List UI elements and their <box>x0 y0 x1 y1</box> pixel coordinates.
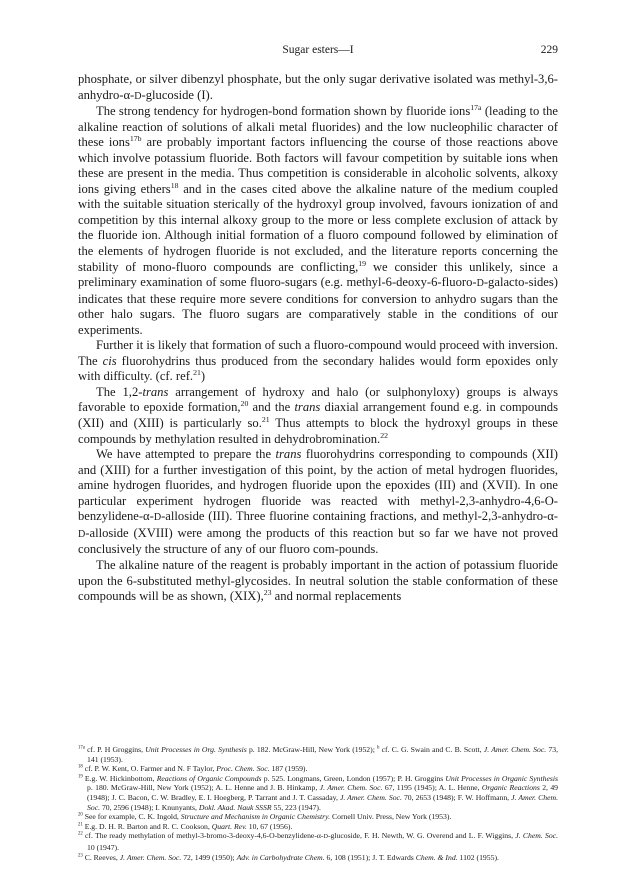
text: -alloside (III). Three fluorine containing fractions, and methyl-2,3-anhydro-α- <box>161 509 558 524</box>
italic-term: trans <box>275 447 302 462</box>
footnote-17 <box>78 745 558 764</box>
text: p. 182. McGraw-Hill, New York (1952); <box>246 745 378 754</box>
text: diaxial arrangement found e.g. in compounds (XII) and (XIII) is particularly so. <box>78 400 559 431</box>
text: p. 180. McGraw-Hill, New York (1952); A. L. Henne and J. B. Hinkamp, <box>87 783 320 793</box>
small-caps-d: D <box>78 528 86 540</box>
text: -glucoside, F. H. Newth, W. G. Overend and L. F. Wiggins, <box>327 831 516 841</box>
italic-term: cis <box>102 353 117 368</box>
text: fluorohydrins corresponding to compounds (XII) and (XIII) for a further investigation of this point, by the action of metal hydrogen fluorides, amine hydrogen fluorides, and hydrogen fluoride upon the epoxides (III) and (XVII). In one particular experiment hydrogen fluoride was reacted with methyl-2,3-anhydro-4,6-O-benzylidene-α- <box>78 447 558 524</box>
footnote-ref: 20 <box>240 399 249 409</box>
footnote-mark: 18 <box>78 764 83 770</box>
text: -alloside (XVIII) were among the products of this reaction but so far we have not proved conclusively the structure of any of our fluoro com-pounds. <box>78 525 558 557</box>
footnote-mark: 21 <box>78 822 83 828</box>
footnote-ref: 23 <box>263 587 272 597</box>
footnote-ref: 21 <box>193 368 201 378</box>
footnote-ref: 22 <box>380 430 388 440</box>
text: 187 (1959). <box>269 764 308 774</box>
citation-title: Quart. Rev. <box>211 821 247 831</box>
body-text <box>78 72 558 605</box>
citation-title: Chem. & Ind. <box>415 852 458 862</box>
text: (leading to the alkaline reaction of solutions of alkali metal fluorides) and the low nucleophilic character of these ions <box>78 104 558 150</box>
page-number: 229 <box>540 44 558 56</box>
text: we consider this unlikely, since a preliminary examination of some fluoro-sugars (e.g. methyl-6-deoxy-6-fluoro- <box>78 259 558 290</box>
running-title: Sugar esters—I <box>282 44 354 56</box>
text: and normal replacements <box>271 589 402 604</box>
text: 10, 67 (1956). <box>246 821 293 831</box>
text: 73, 141 (1953). <box>87 745 559 764</box>
footnote-22 <box>78 831 558 852</box>
footnote-19 <box>78 774 558 812</box>
text: and in the cases cited above the alkaline nature of the medium coupled with the suitable situation sterically of the hydroxyl group involved, favours ionization of and competition by this internal alkoxy group to the more or less complete exclusion of attack by the fluoride ion. Although initial formation of a fluoro compound followed by elimination of the elements of hydrogen fluoride is not excluded, and the literature reports concerning the stability of mono-fluoro compounds are conflicting, <box>78 181 559 274</box>
citation-title: J. Amer. Chem. Soc. <box>319 783 383 793</box>
text: 2, 49 (1948); J. C. Bacon, C. W. Bradley, E. I. Hoegberg, P. Tarrant and J. T. Cassaday, <box>87 783 559 802</box>
footnote-mark: 20 <box>78 812 83 818</box>
text: phosphate, or silver dibenzyl phosphate, but the only sugar derivative isolated was methyl-3,6-anhydro-α- <box>78 72 558 102</box>
text: cf. P. H Groggins, <box>84 745 146 754</box>
text: 55, 223 (1947). <box>271 802 321 812</box>
text: p. 525. Longmans, Green, London (1957); P. H. Groggins <box>261 773 446 783</box>
footnote-ref: 17b <box>129 134 142 143</box>
text: fluorohydrins thus produced from the secondary halides would form epoxides only with difficulty. (cf. ref. <box>78 353 558 384</box>
citation-title: Unit Processes in Organic Synthesis <box>445 773 558 783</box>
text: The strong tendency for hydrogen-bond formation shown by fluoride ions <box>96 104 471 119</box>
text: The 1,2- <box>96 384 143 399</box>
text: The alkaline nature of the reagent is probably important in the action of potassium fluoride upon the 6-substituted methyl-glycosides. In neutral solution the stable conformation of these compounds will be as shown, (XIX), <box>78 557 558 604</box>
text: ) <box>200 369 206 384</box>
paragraph-4 <box>78 385 558 447</box>
paragraph-6 <box>78 558 558 605</box>
citation-title: Organic Reactions <box>481 783 540 793</box>
text: 1102 (1955). <box>457 852 499 862</box>
citation-title: J. Amer. Chem. Soc. <box>483 745 547 754</box>
text: -glucoside (I). <box>141 87 213 102</box>
citation-title: J. Amer. Chem. Soc. <box>87 792 559 812</box>
text: See for example, C. K. Ingold, <box>82 812 181 822</box>
footnote-ref: 19 <box>358 258 367 268</box>
footnote-mark: b <box>377 745 380 751</box>
text: 67, 1195 (1945); A. L. Henne, <box>382 783 482 793</box>
text: 6, 108 (1951); J. T. Edwards <box>324 852 416 862</box>
text: C. Reeves, <box>82 852 120 862</box>
footnote-ref: 21 <box>261 414 270 424</box>
paragraph-5 <box>78 447 558 558</box>
footnote-18 <box>78 764 558 774</box>
text: arrangement of hydroxy and halo (or sulphonyloxy) groups is always favorable to epoxide formation, <box>78 384 558 415</box>
running-header <box>78 44 558 60</box>
text: and the <box>248 400 295 415</box>
footnote-23 <box>78 853 558 863</box>
citation-title: Adv. in Carbohydrate Chem. <box>236 852 325 862</box>
footnote-ref: 17a <box>470 102 482 112</box>
paragraph-2 <box>78 104 558 338</box>
footnote-mark: 17a <box>78 745 85 751</box>
paragraph-3 <box>78 338 558 385</box>
text: 10 (1947). <box>87 842 120 852</box>
text: We have attempted to prepare the <box>96 447 276 462</box>
citation-title: Proc. Chem. Soc. <box>216 764 270 774</box>
text: are probably important factors influencing the course of those reactions above which involve potassium fluoride. Both factors will favour competition by suitable ions when these are present in the media. Thus competition is considerable in alcoholic solvents, alkoxy ions giving ethers <box>78 135 558 196</box>
text: 72, 1499 (1950); <box>181 852 237 862</box>
citation-title: J. Amer. Chem. Soc. <box>339 792 402 802</box>
citation-title: Unit Processes in Org. Synthesis <box>145 745 247 754</box>
text: E.g. D. H. R. Barton and R. C. Cookson, <box>82 821 212 831</box>
citation-title: J. Amer. Chem. Soc. <box>119 852 182 862</box>
small-caps-d: D <box>476 278 484 290</box>
citation-title: Structure and Mechanism in Organic Chemistry. <box>180 812 331 822</box>
italic-term: trans <box>142 384 169 399</box>
text: cf. C. G. Swain and C. B. Scott, <box>379 745 484 754</box>
footnote-mark: 23 <box>78 852 83 858</box>
footnote-21 <box>78 822 558 832</box>
citation-title: J. Chem. Soc. <box>515 831 559 841</box>
footnote-mark: 22 <box>78 831 83 837</box>
small-caps-d: D <box>134 90 142 102</box>
small-caps-d: D <box>323 834 328 841</box>
text: cf. The ready methylation of methyl-3-bromo-3-deoxy-4,6-O-benzylidene-α- <box>82 831 324 841</box>
paragraph-1 <box>78 72 558 104</box>
text: 70, 2596 (1948); I. Knunyants, <box>100 802 199 812</box>
footnotes <box>78 745 558 862</box>
citation-title: Dokl. Akad. Nauk SSSR <box>198 802 272 812</box>
footnote-ref: 18 <box>170 180 179 190</box>
text: Thus attempts to block the hydroxyl groups in these compounds by methylation resulted in dehydrobromination. <box>78 416 558 446</box>
text: -galacto-sides) indicates that these require more severe conditions for conversion to anhydro sugars than the other halo sugars. The fluoro sugars are comparatively stable in the conditions of our experiments. <box>78 275 558 337</box>
small-caps-d: D <box>153 512 162 524</box>
footnote-mark: 19 <box>78 774 83 780</box>
text: Cornell Univ. Press, New York (1953). <box>330 812 452 822</box>
text: 70, 2653 (1948); F. W. Hoffmann, <box>401 792 512 802</box>
text: cf. P. W. Kent, O. Farmer and N. F Taylor, <box>82 764 217 774</box>
text: E.g. W. Hickinbottom, <box>82 773 157 783</box>
citation-title: Reactions of Organic Compounds <box>156 773 262 783</box>
italic-term: trans <box>294 400 321 415</box>
text: Further it is likely that formation of such a fluoro-compound would proceed with inversion. The <box>78 338 558 368</box>
footnote-20 <box>78 812 558 822</box>
